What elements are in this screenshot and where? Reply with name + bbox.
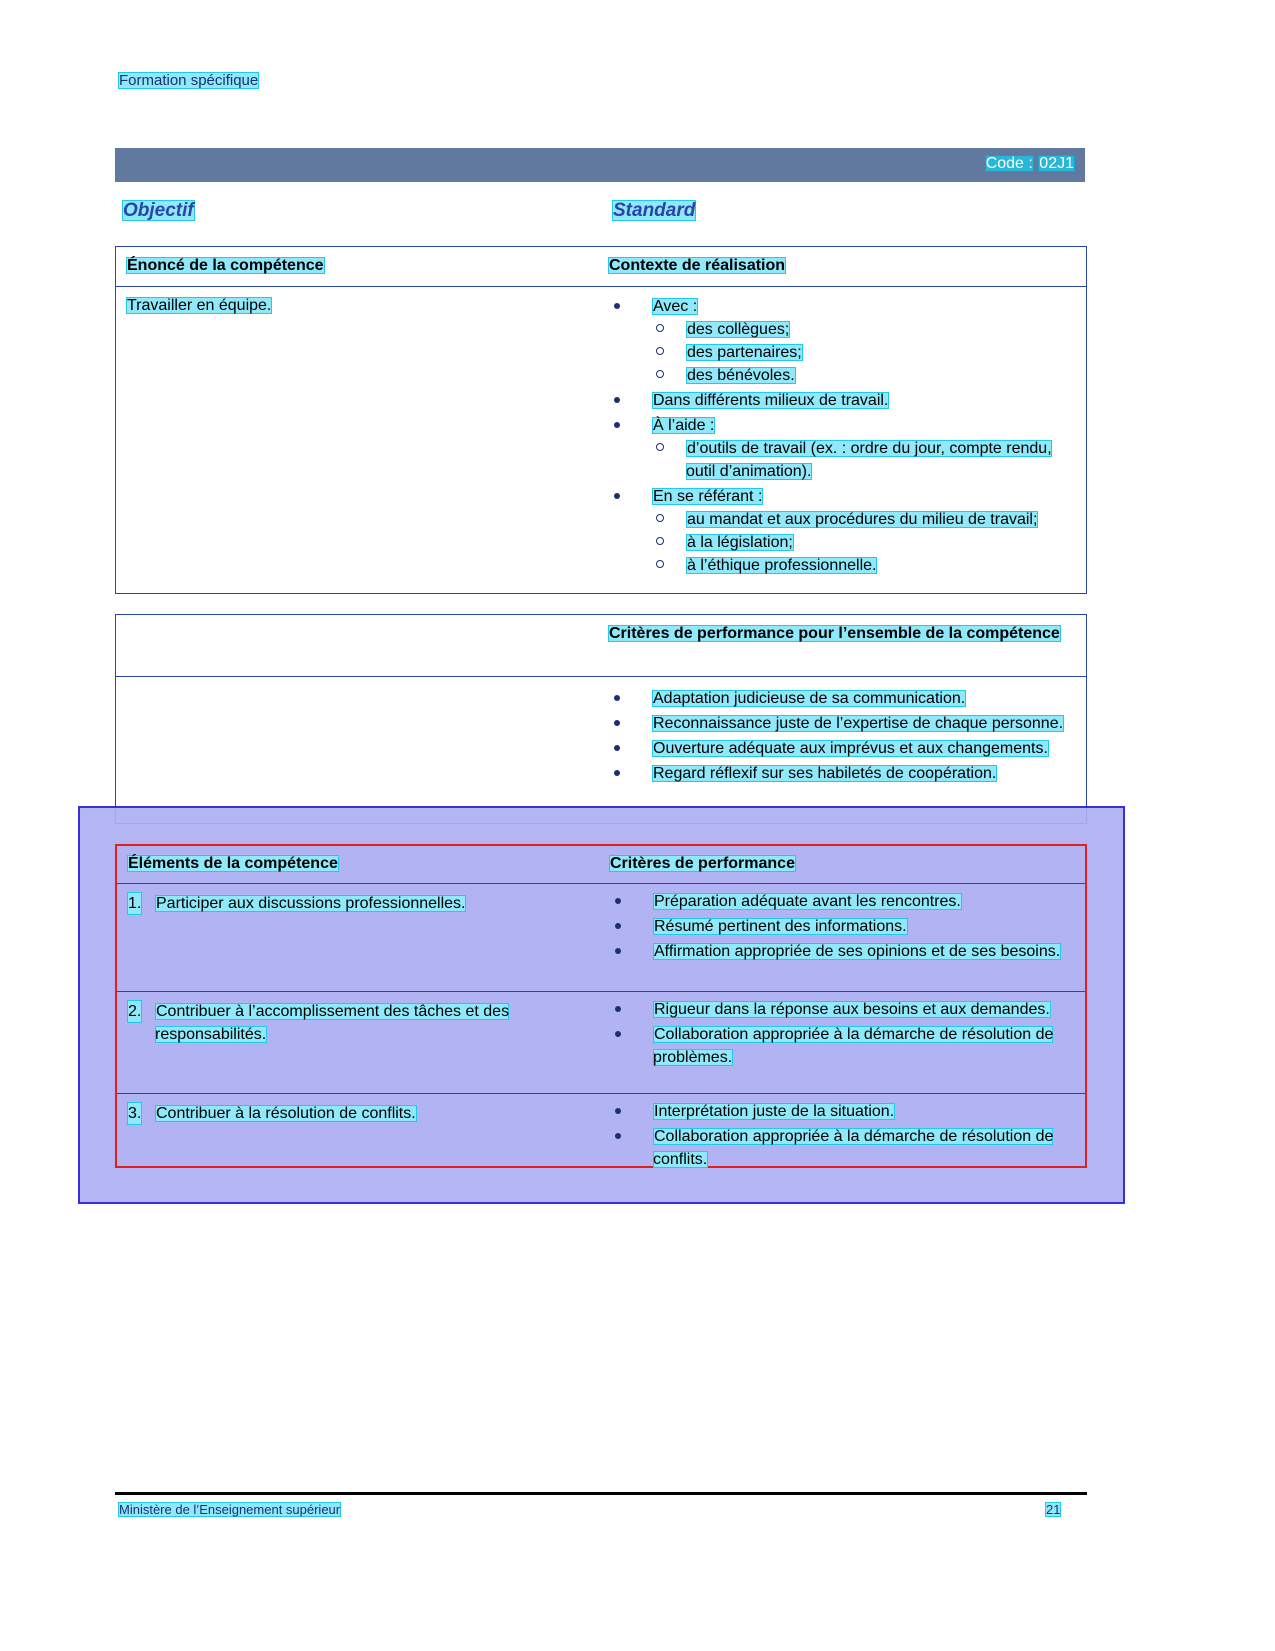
- criteria-bullet-list: [609, 890, 1079, 963]
- list-item: Rigueur dans la réponse aux besoins et aux demandes.: [609, 998, 1079, 1021]
- list-item: Interprétation juste de la situation.: [609, 1100, 1079, 1123]
- list-item: Dans différents milieux de travail.: [608, 389, 1078, 412]
- circle-bullet-icon: [656, 347, 664, 355]
- list-item: Collaboration appropriée à la démarche de résolution de conflits.: [609, 1125, 1079, 1171]
- sub-list: [652, 437, 1078, 483]
- code-bar: [115, 148, 1085, 182]
- overall-criteria-header: Critères de performance pour l’ensemble de la compétence: [609, 625, 1060, 642]
- list-item: à l’éthique professionnelle.: [652, 554, 1078, 577]
- code-value: 02J1: [1039, 155, 1074, 172]
- row-number: 1.: [127, 892, 142, 915]
- criteria-cell: [609, 1100, 1079, 1173]
- bullet-icon: [615, 1031, 621, 1037]
- list-item: Affirmation appropriée de ses opinions et de ses besoins.: [609, 940, 1079, 963]
- criteria-bullet-list: [609, 998, 1079, 1069]
- bullet-icon: [615, 1108, 621, 1114]
- numbered-item: 1. Participer aux discussions professionnelles.: [127, 892, 597, 915]
- performance-criteria-header: Critères de performance: [610, 855, 795, 872]
- circle-bullet-icon: [656, 443, 664, 451]
- criteria-cell: [609, 890, 1079, 965]
- bullet-icon: [614, 397, 620, 403]
- bullet-icon: [614, 422, 620, 428]
- list-item: Adaptation judicieuse de sa communication.: [608, 687, 1078, 710]
- sub-list: [652, 508, 1078, 577]
- table-row[interactable]: [117, 884, 1085, 992]
- list-item: Résumé pertinent des informations.: [609, 915, 1079, 938]
- numbered-item: 2. Contribuer à l’accomplissement des tâches et des responsabilités.: [127, 1000, 597, 1046]
- bullet-icon: [615, 1006, 621, 1012]
- competence-statement-table: [115, 246, 1087, 594]
- circle-bullet-icon: [656, 324, 664, 332]
- standard-title-text: Standard: [613, 200, 696, 221]
- list-item: Regard réflexif sur ses habiletés de coopération.: [608, 762, 1078, 785]
- section-label: [118, 72, 259, 89]
- objectif-title-text: Objectif: [123, 200, 194, 221]
- code-block: [985, 155, 1075, 173]
- bullet-icon: [615, 898, 621, 904]
- bullet-icon: [615, 923, 621, 929]
- competence-statement-text: Travailler en équipe.: [127, 297, 272, 314]
- list-item: Collaboration appropriée à la démarche de résolution de problèmes.: [609, 1023, 1079, 1069]
- objectif-title: [122, 200, 195, 222]
- bullet-icon: [614, 770, 620, 776]
- overall-criteria-list: [608, 687, 1078, 787]
- code-label: Code :: [985, 155, 1033, 172]
- list-item: au mandat et aux procédures du milieu de travail;: [652, 508, 1078, 531]
- list-item: des bénévoles.: [652, 364, 1078, 387]
- row-number: 2.: [127, 1000, 142, 1023]
- bullet-icon: [615, 1133, 621, 1139]
- elements-header: Éléments de la compétence: [128, 855, 338, 872]
- standard-title: [612, 200, 696, 222]
- page-number: 21: [1046, 1502, 1061, 1517]
- bullet-icon: [614, 720, 620, 726]
- overall-criteria-table: [115, 614, 1087, 824]
- bullet-icon: [615, 948, 621, 954]
- list-item: Reconnaissance juste de l’expertise de chaque personne.: [608, 712, 1078, 735]
- circle-bullet-icon: [656, 560, 664, 568]
- list-item: des partenaires;: [652, 341, 1078, 364]
- section-label-text: Formation spécifique: [119, 72, 259, 89]
- list-item: En se référant : au mandat et aux procédures du milieu de travail; à la législation; à l’éthique professionnelle.: [608, 485, 1078, 577]
- table-row[interactable]: [117, 992, 1085, 1094]
- table-row[interactable]: [117, 1094, 1085, 1166]
- realisation-context-header: Contexte de réalisation: [609, 257, 786, 274]
- list-item: Préparation adéquate avant les rencontres.: [609, 890, 1079, 913]
- list-item: à la législation;: [652, 531, 1078, 554]
- circle-bullet-icon: [656, 370, 664, 378]
- column-titles: [118, 200, 1086, 226]
- element-cell: [127, 1102, 597, 1125]
- circle-bullet-icon: [656, 537, 664, 545]
- bullet-icon: [614, 303, 620, 309]
- criteria-bullet-list: [608, 687, 1078, 785]
- bullet-icon: [614, 695, 620, 701]
- element-cell: [127, 892, 597, 915]
- realisation-context-list: [608, 295, 1078, 579]
- sub-list: [652, 318, 1078, 387]
- list-item: Avec : des collègues; des partenaires; des bénévoles.: [608, 295, 1078, 387]
- row-number: 3.: [127, 1102, 142, 1125]
- competence-statement-header: Énoncé de la compétence: [127, 257, 324, 274]
- list-item: des collègues;: [652, 318, 1078, 341]
- list-item: À l’aide : d’outils de travail (ex. : ordre du jour, compte rendu, outil d’animation).: [608, 414, 1078, 483]
- list-item: Ouverture adéquate aux imprévus et aux changements.: [608, 737, 1078, 760]
- bullet-icon: [614, 745, 620, 751]
- criteria-bullet-list: [609, 1100, 1079, 1171]
- competence-elements-table[interactable]: [115, 844, 1087, 1168]
- footer-divider: [115, 1492, 1087, 1495]
- bullet-icon: [614, 493, 620, 499]
- context-bullet-list: [608, 295, 1078, 577]
- numbered-item: 3. Contribuer à la résolution de conflits.: [127, 1102, 597, 1125]
- element-cell: [127, 1000, 597, 1046]
- footer-ministry: Ministère de l’Enseignement supérieur: [119, 1502, 341, 1517]
- circle-bullet-icon: [656, 514, 664, 522]
- list-item: d’outils de travail (ex. : ordre du jour, compte rendu, outil d’animation).: [652, 437, 1078, 483]
- criteria-cell: [609, 998, 1079, 1071]
